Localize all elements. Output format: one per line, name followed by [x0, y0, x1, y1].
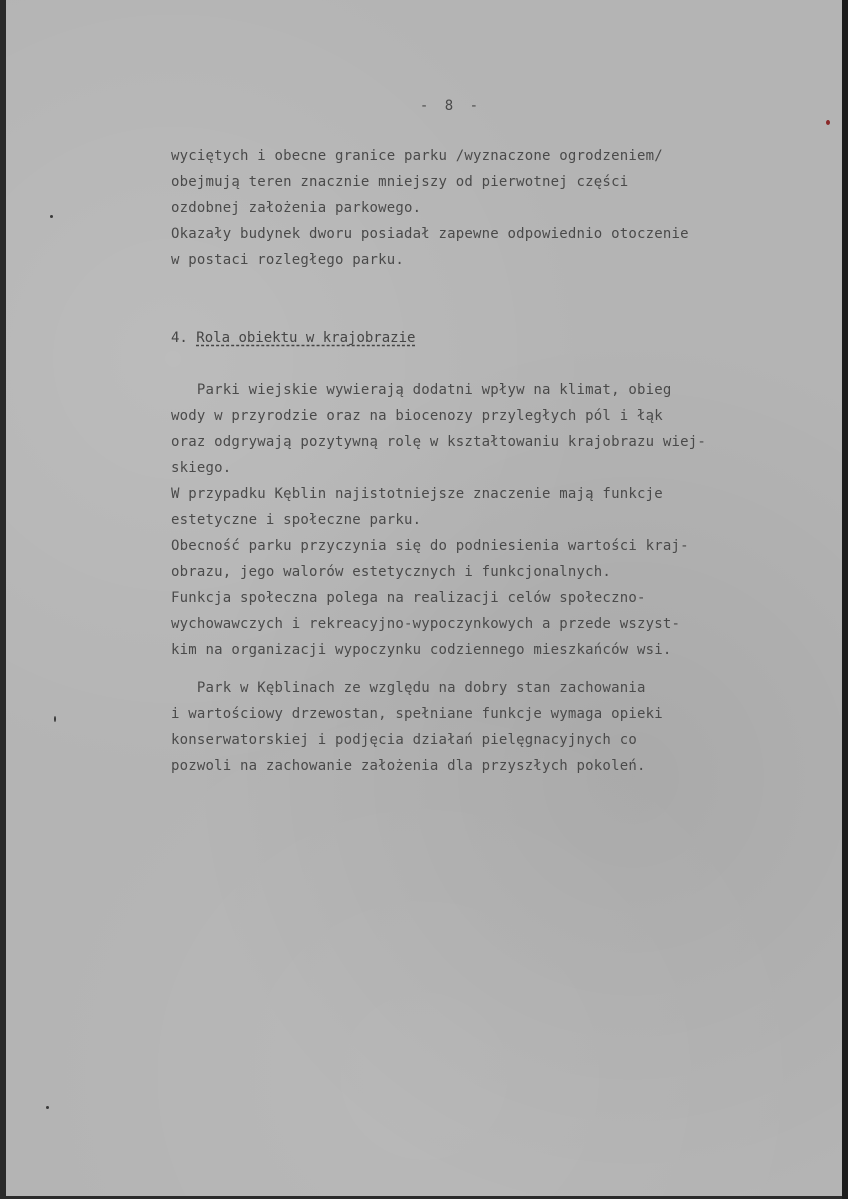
page-number: - 8 -: [419, 98, 483, 114]
text-line: pozwoli na zachowanie założenia dla przyszłych pokoleń.: [171, 758, 646, 774]
document-page: [6, 0, 842, 1196]
text-line: w postaci rozległego parku.: [171, 252, 404, 268]
scan-speck: [54, 716, 56, 722]
text-line: konserwatorskiej i podjęcia działań pielęgnacyjnych co: [171, 732, 637, 748]
text-line: wody w przyrodzie oraz na biocenozy przyległych pól i łąk: [171, 408, 663, 424]
text-line: W przypadku Kęblin najistotniejsze znaczenie mają funkcje: [171, 486, 663, 502]
scan-speck: [46, 1106, 49, 1109]
text-line: obejmują teren znacznie mniejszy od pierwotnej części: [171, 174, 629, 190]
text-line: kim na organizacji wypoczynku codziennego mieszkańców wsi.: [171, 642, 672, 658]
paragraph-3: [171, 675, 831, 779]
section-number: 4.: [171, 330, 188, 346]
scan-speck: [826, 120, 830, 125]
text-line: wyciętych i obecne granice parku /wyznaczone ogrodzeniem/: [171, 148, 663, 164]
text-line: estetyczne i społeczne parku.: [171, 512, 422, 528]
text-line: obrazu, jego walorów estetycznych i funkcjonalnych.: [171, 564, 612, 580]
text-line: i wartościowy drzewostan, spełniane funkcje wymaga opieki: [171, 706, 663, 722]
paragraph-1: [171, 143, 831, 273]
text-line: Parki wiejskie wywierają dodatni wpływ na klimat, obieg: [171, 382, 672, 398]
text-line: Okazały budynek dworu posiadał zapewne odpowiednio otoczenie: [171, 226, 689, 242]
text-line: skiego.: [171, 460, 232, 476]
text-line: Funkcja społeczna polega na realizacji celów społeczno-: [171, 590, 646, 606]
paragraph-2: [171, 377, 831, 663]
text-line: oraz odgrywają pozytywną rolę w kształtowaniu krajobrazu wiej-: [171, 434, 706, 450]
section-heading: [171, 330, 415, 346]
section-title: Rola obiektu w krajobrazie: [196, 330, 416, 346]
scan-speck: [50, 215, 53, 218]
text-line: Park w Kęblinach ze względu na dobry stan zachowania: [171, 680, 646, 696]
scan-edge: [842, 0, 848, 1199]
text-line: wychowawczych i rekreacyjno-wypoczynkowych a przede wszyst-: [171, 616, 681, 632]
text-line: ozdobnej założenia parkowego.: [171, 200, 422, 216]
text-line: Obecność parku przyczynia się do podniesienia wartości kraj-: [171, 538, 689, 554]
